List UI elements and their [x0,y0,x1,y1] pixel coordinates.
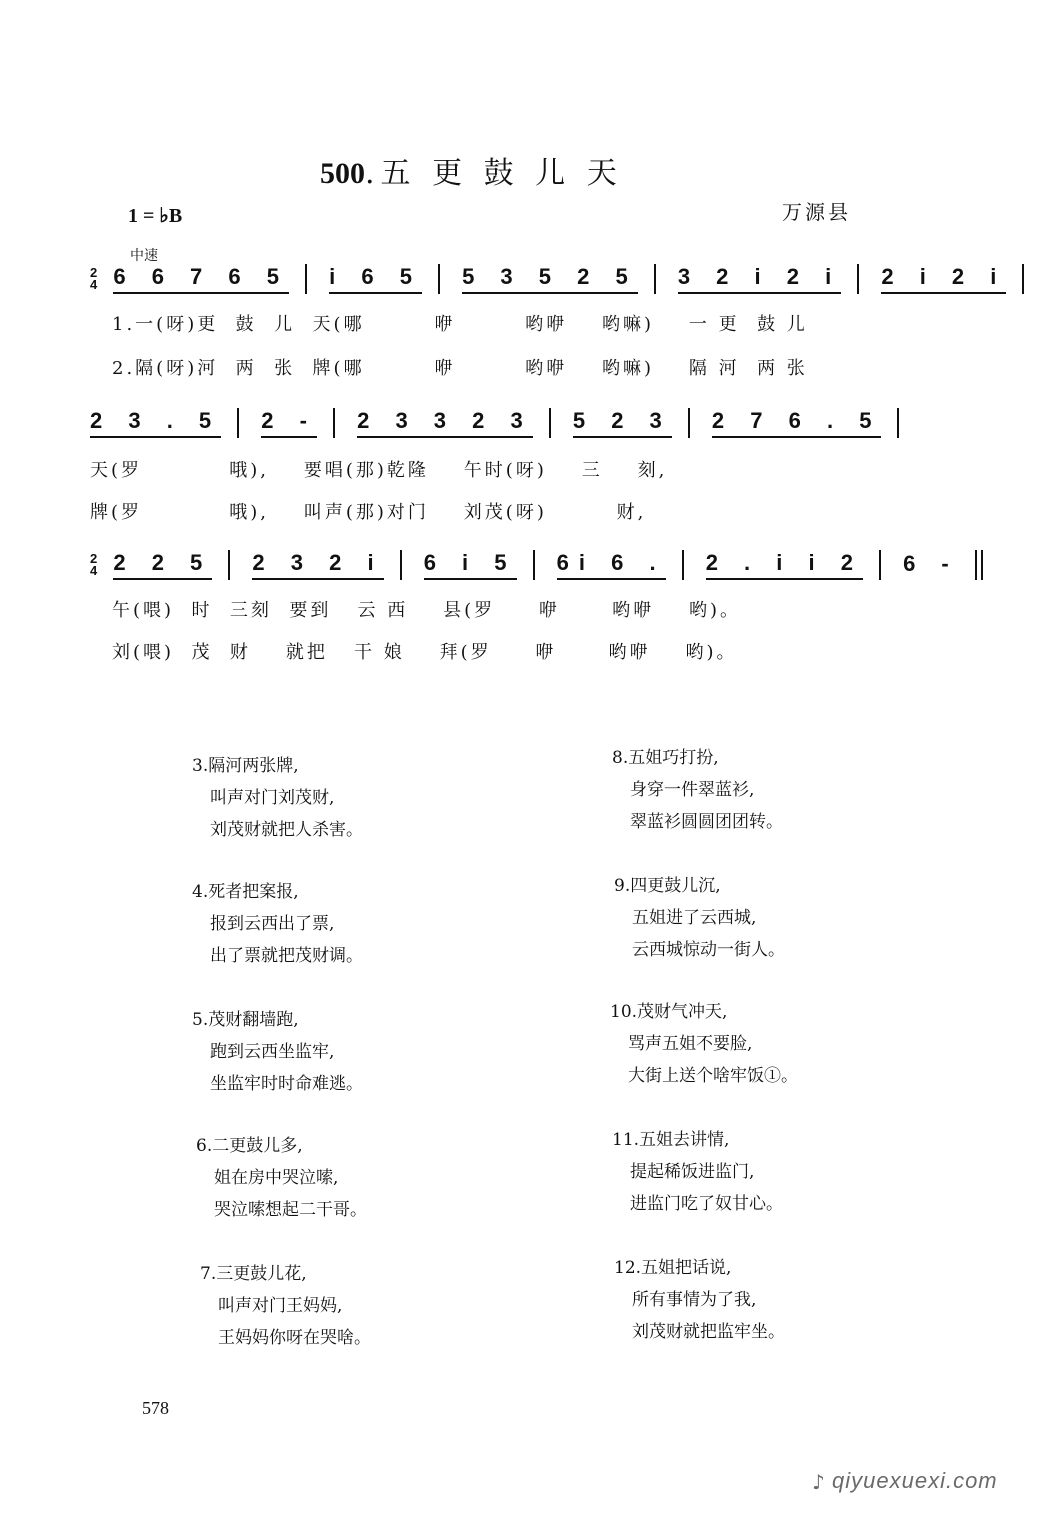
verse-8: 8.五姐巧打扮, 身穿一件翠蓝衫, 翠蓝衫圆圆团团转。 [612,748,783,832]
barline [549,408,551,438]
measure: 6 6 7 6 5 [113,264,289,294]
time-signature: 2 4 [90,265,98,292]
lyric-line: 午(喂) 时 三刻 要到 云 西 县(罗 咿 哟咿 哟)。 [112,600,742,621]
lyric-line: 牌(罗 哦), 叫声(那)对门 刘茂(呀) 财, [90,502,647,523]
verse-4: 4.死者把案报, 报到云西出了票, 出了票就把茂财调。 [192,882,363,966]
staff-1 [90,264,1040,294]
lyric-line: 1.一(呀)更 鼓 儿 天(哪 咿 哟咿 哟嘛) 一 更 鼓 儿 [112,314,808,335]
staff-2 [90,408,915,438]
title-text: 五 更 鼓 儿 天 [380,156,623,191]
measure: 5 3 5 2 5 [462,264,638,294]
verse-10: 10.茂财气冲天, 骂声五姐不要脸, 大街上送个啥牢饭①。 [610,1002,798,1086]
barline [228,550,230,580]
key-signature: 1 = ♭B [128,205,183,227]
staff-3 [90,550,977,580]
barline [400,550,402,580]
measure: 2 - [261,408,317,438]
lyric-line: 刘(喂) 茂 财 就把 干 娘 拜(罗 咿 哟咿 哟)。 [112,642,738,663]
barline [305,264,307,294]
barline [333,408,335,438]
barline [879,550,881,580]
barline [682,550,684,580]
measure: 6 i 5 [424,550,517,580]
barline [688,408,690,438]
verse-6: 6.二更鼓儿多, 姐在房中哭泣嗦, 哭泣嗦想起二干哥。 [196,1136,367,1220]
barline [897,408,899,438]
barline [1022,264,1024,294]
tempo-marking: 中速 [130,248,158,264]
barline [237,408,239,438]
measure: 2 i 2 i [881,264,1006,294]
lyric-line: 天(罗 哦), 要唱(那)乾隆 午时(呀) 三 刻, [90,460,668,481]
barline [533,550,535,580]
verse-5: 5.茂财翻墙跑, 跑到云西坐监牢, 坐监牢时时命难逃。 [192,1010,363,1094]
verse-11: 11.五姐去讲情, 提起稀饭进监门, 进监门吃了奴甘心。 [612,1130,783,1214]
verse-7: 7.三更鼓儿花, 叫声对门王妈妈, 王妈妈你呀在哭啥。 [200,1264,371,1348]
region-label: 万源县 [782,200,851,224]
time-signature: 2 4 [90,551,98,578]
barline [857,264,859,294]
page-number: 578 [142,1398,169,1418]
lyric-line: 2.隔(呀)河 两 张 牌(哪 咿 哟咿 哟嘛) 隔 河 两 张 [112,358,808,379]
measure: 3 2 i 2 i [678,264,841,294]
song-title [320,148,623,192]
verse-12: 12.五姐把话说, 所有事情为了我, 刘茂财就把监牢坐。 [614,1258,785,1342]
measure: 6i 6 . [557,550,666,580]
measure: i 6 5 [329,264,422,294]
song-number: 500 [320,157,365,190]
measure: 2 7 6 . 5 [712,408,882,438]
measure: 2 3 2 i [252,550,383,580]
measure: 6 - [903,550,959,576]
watermark: qiyuexuexi.com [832,1468,998,1493]
measure: 2 3 3 2 3 [357,408,533,438]
title-separator: . [365,156,381,191]
measure: 2 3 . 5 [90,408,221,438]
barline [438,264,440,294]
music-note-icon: ♪ [812,1470,825,1494]
verse-3: 3.隔河两张牌, 叫声对门刘茂财, 刘茂财就把人杀害。 [192,756,363,840]
final-barline [975,550,977,580]
measure: 5 2 3 [573,408,672,438]
measure: 2 . i i 2 [706,550,863,580]
verse-9: 9.四更鼓儿沉, 五姐进了云西城, 云西城惊动一街人。 [614,876,785,960]
measure: 2 2 5 [113,550,212,580]
barline [654,264,656,294]
